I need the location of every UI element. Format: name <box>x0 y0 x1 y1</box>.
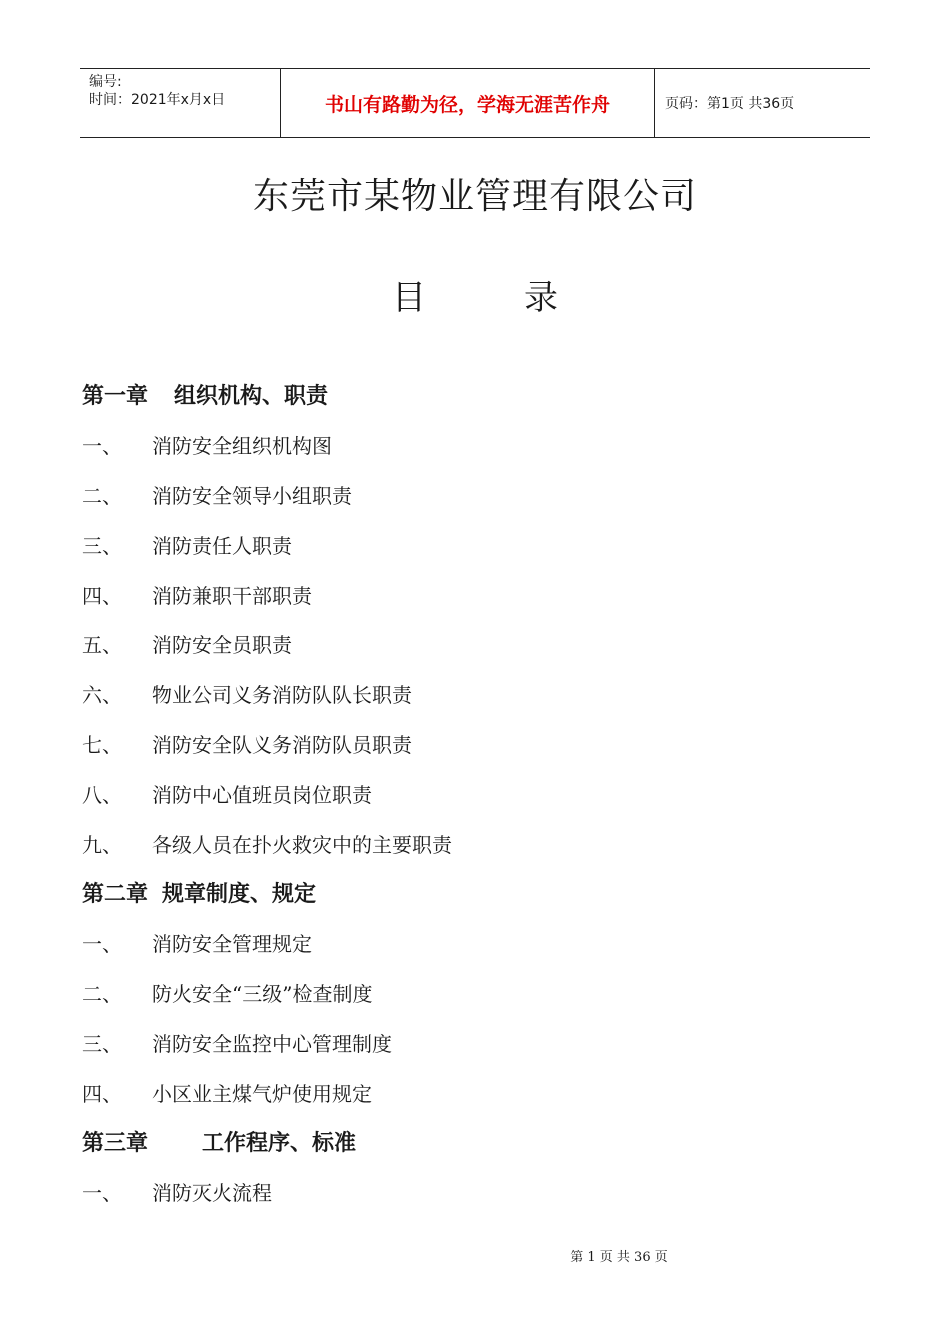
code-label: 编号: <box>89 74 122 90</box>
toc-item[interactable] <box>82 968 872 1018</box>
chapter-number: 第二章 <box>82 882 149 908</box>
toc-item[interactable] <box>82 669 872 719</box>
toc-title-char-1: 目 <box>392 278 426 318</box>
toc-item[interactable] <box>82 1067 872 1117</box>
item-number: 一、 <box>82 434 122 459</box>
toc-item[interactable] <box>82 1167 872 1217</box>
item-text: 防火安全“三级”检查制度 <box>152 981 373 1006</box>
item-number: 一、 <box>82 1181 122 1206</box>
header-meta <box>80 69 281 137</box>
item-number: 三、 <box>82 533 122 558</box>
item-text: 消防灭火流程 <box>152 1181 272 1206</box>
toc-item[interactable] <box>82 569 872 619</box>
time-label: 时间：2021年x月x日 <box>89 92 226 108</box>
chapter-number: 第一章 <box>82 384 149 410</box>
chapter-title: 组织机构、职责 <box>174 384 329 410</box>
chapter-number: 第三章 <box>82 1131 149 1157</box>
item-text: 消防兼职干部职责 <box>152 583 312 608</box>
item-number: 一、 <box>82 932 122 957</box>
chapter-title: 规章制度、规定 <box>162 882 317 908</box>
chapter-title: 工作程序、标准 <box>202 1131 357 1157</box>
toc-item[interactable] <box>82 619 872 669</box>
toc-item[interactable] <box>82 918 872 968</box>
item-text: 各级人员在扑火救灾中的主要职责 <box>152 832 452 857</box>
item-number: 九、 <box>82 832 122 857</box>
item-number: 二、 <box>82 483 122 508</box>
item-text: 消防安全员职责 <box>152 633 292 658</box>
item-text: 消防安全管理规定 <box>152 932 312 957</box>
item-number: 八、 <box>82 782 122 807</box>
header-motto: 书山有路勤为径，学海无涯苦作舟 <box>281 69 655 137</box>
document-header <box>80 68 870 138</box>
chapter-heading[interactable] <box>82 1117 872 1167</box>
toc-item[interactable] <box>82 1017 872 1067</box>
company-name: 东莞市某物业管理有限公司 <box>252 176 697 217</box>
chapter-heading[interactable] <box>82 370 872 420</box>
item-text: 消防安全领导小组职责 <box>152 483 352 508</box>
toc-title-char-2: 录 <box>524 278 558 318</box>
item-text: 消防中心值班员岗位职责 <box>152 782 372 807</box>
table-of-contents <box>82 370 872 1217</box>
toc-item[interactable] <box>82 470 872 520</box>
item-number: 四、 <box>82 1081 122 1106</box>
chapter-heading[interactable] <box>82 868 872 918</box>
item-text: 消防安全监控中心管理制度 <box>152 1031 392 1056</box>
toc-item[interactable] <box>82 519 872 569</box>
item-text: 消防安全队义务消防队员职责 <box>152 732 412 757</box>
item-text: 消防责任人职责 <box>152 533 292 558</box>
item-number: 二、 <box>82 981 122 1006</box>
item-number: 四、 <box>82 583 122 608</box>
item-text: 小区业主煤气炉使用规定 <box>152 1081 372 1106</box>
toc-title <box>0 270 950 319</box>
item-text: 物业公司义务消防队队长职责 <box>152 683 412 708</box>
item-number: 七、 <box>82 732 122 757</box>
toc-item[interactable] <box>82 768 872 818</box>
page-footer: 第 1 页 共 36 页 <box>570 1250 668 1265</box>
toc-item[interactable] <box>82 420 872 470</box>
item-number: 五、 <box>82 633 122 658</box>
item-number: 三、 <box>82 1031 122 1056</box>
item-number: 六、 <box>82 683 122 708</box>
header-page-info: 页码：第1页 共36页 <box>665 96 795 112</box>
toc-item[interactable] <box>82 818 872 868</box>
toc-item[interactable] <box>82 719 872 769</box>
item-text: 消防安全组织机构图 <box>152 434 332 459</box>
